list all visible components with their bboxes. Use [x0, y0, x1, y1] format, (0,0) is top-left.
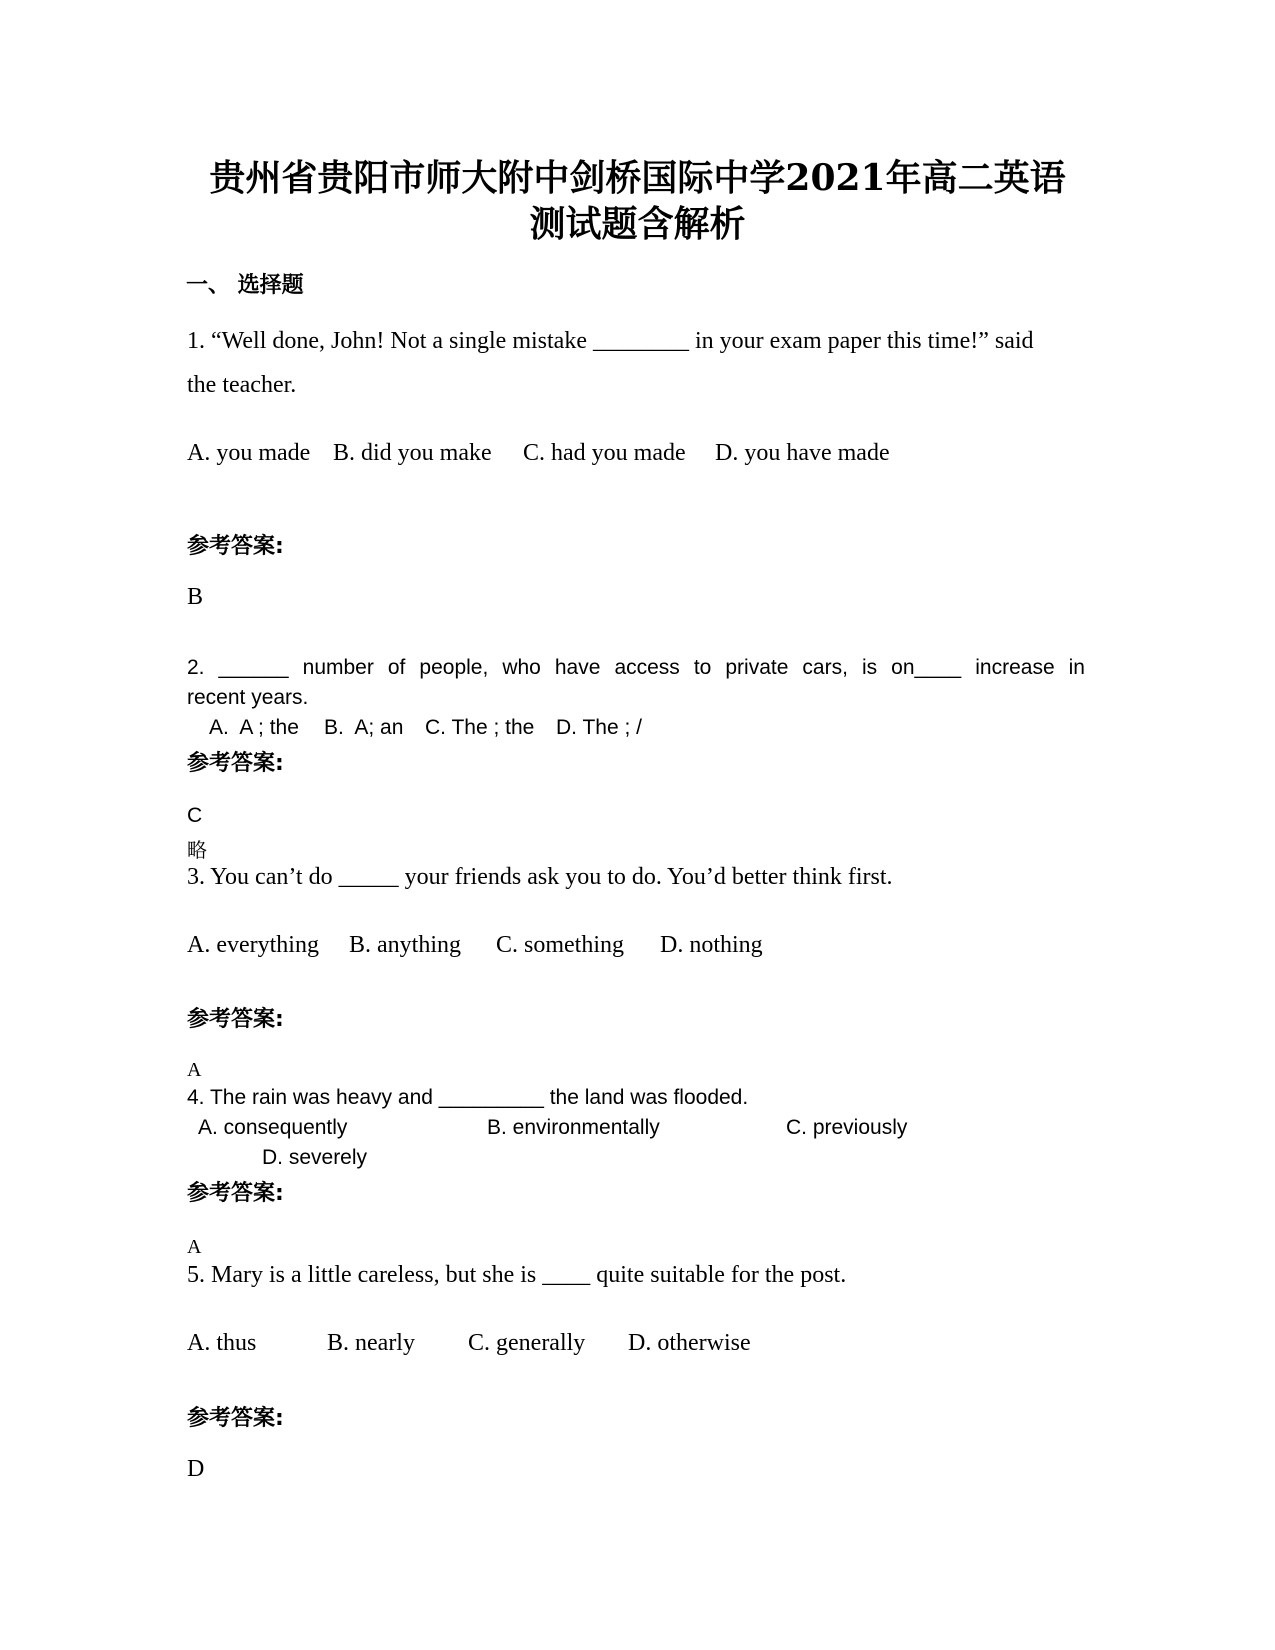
q2-option-a: A. A ; the	[209, 716, 299, 739]
q4-stem: 4. The rain was heavy and _________ the land was flooded.	[187, 1086, 749, 1109]
q1-answer-heading: 参考答案:	[187, 534, 284, 559]
q3-answer: A	[187, 1059, 202, 1081]
q2-stem-line2: recent years.	[187, 686, 309, 709]
q1-option-d: D. you have made	[715, 440, 890, 466]
q1-answer: B	[187, 584, 204, 610]
q3-option-b: B. anything	[349, 932, 461, 958]
q4-answer-heading: 参考答案:	[187, 1181, 284, 1206]
q2-answer: C	[187, 804, 203, 827]
q1-option-c: C. had you made	[523, 440, 686, 466]
section-heading: 一、 选择题	[186, 273, 304, 298]
q3-option-c: C. something	[496, 932, 625, 958]
q1-stem-line1: 1. “Well done, John! Not a single mistake ________ in your exam paper this time!” said	[187, 328, 1034, 354]
document-title-line1: 贵州省贵阳市师大附中剑桥国际中学2021年高二英语	[209, 157, 1066, 199]
q5-option-c: C. generally	[468, 1330, 586, 1356]
q2-option-c: C. The ; the	[425, 716, 535, 739]
q1-stem-line2: the teacher.	[187, 372, 297, 398]
q3-answer-heading: 参考答案:	[187, 1007, 284, 1032]
q5-answer: D	[187, 1456, 205, 1482]
document-title-line2: 测试题含解析	[529, 203, 746, 245]
q5-answer-heading: 参考答案:	[187, 1406, 284, 1431]
q4-option-a: A. consequently	[198, 1116, 348, 1139]
q3-stem: 3. You can’t do _____ your friends ask you to do. You’d better think first.	[187, 864, 893, 890]
q5-option-a: A. thus	[187, 1330, 257, 1356]
q5-option-b: B. nearly	[327, 1330, 415, 1356]
q5-stem: 5. Mary is a little careless, but she is ____ quite suitable for the post.	[187, 1262, 847, 1288]
q2-option-d: D. The ; /	[556, 716, 642, 739]
q5-option-d: D. otherwise	[628, 1330, 751, 1356]
q2-option-b: B. A; an	[324, 716, 404, 739]
q4-option-d: D. severely	[262, 1146, 368, 1169]
q2-note: 略	[187, 840, 207, 862]
q2-answer-heading: 参考答案:	[187, 751, 284, 776]
q4-option-b: B. environmentally	[487, 1116, 660, 1139]
q3-option-a: A. everything	[187, 932, 319, 958]
q1-option-b: B. did you make	[333, 440, 492, 466]
q3-option-d: D. nothing	[660, 932, 763, 958]
q2-stem-line1: 2. ______ number of people, who have access to private cars, is on____ increase in	[187, 656, 1085, 679]
q4-answer: A	[187, 1236, 202, 1258]
q4-option-c: C. previously	[786, 1116, 908, 1139]
q1-option-a: A. you made	[187, 440, 311, 466]
